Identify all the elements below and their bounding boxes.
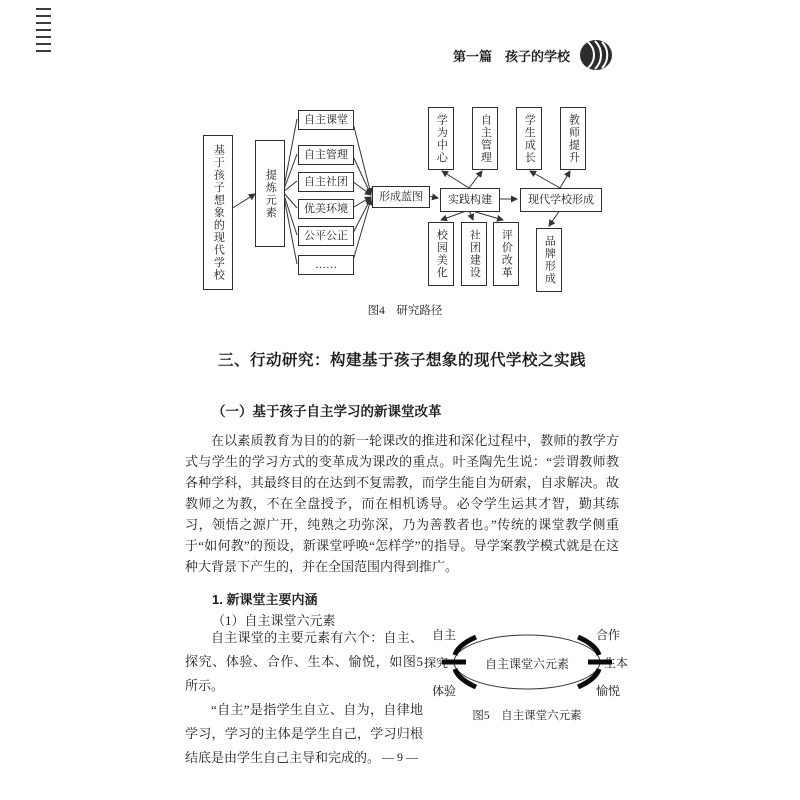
figure4-top-outcome-3: 教师提升 xyxy=(560,107,586,170)
figure4-top-outcome-0: 学为中心 xyxy=(428,107,454,170)
figure4-bottom-action-1: 社团建设 xyxy=(461,222,487,286)
text-column xyxy=(185,626,423,770)
header-section-title: 第一篇 孩子的学校 xyxy=(452,49,570,64)
figure4-node-practice: 实践构建 xyxy=(440,188,500,212)
figure4-bottom-action-0: 校园美化 xyxy=(428,222,454,286)
figure5-caption: 图5 自主课堂六元素 xyxy=(472,710,582,722)
figure5-label-2: 探究 xyxy=(424,656,449,670)
figure4-node-root: 基于孩子想象的现代学校 xyxy=(203,135,233,290)
figure5-center-label: 自主课堂六元素 xyxy=(484,657,569,671)
striped-globe-logo-icon xyxy=(578,38,614,77)
figure4-top-outcome-1: 自主管理 xyxy=(472,107,498,170)
figure5-label-3: 生本 xyxy=(604,656,629,670)
body-paragraph: 在以素质教育为目的的新一轮课改的推进和深化过程中，教师的教学方式与学生的学习方式的变革成为课改的重点。叶圣陶先生说：“尝谓教师教各种学科，其最终目的在达到不复需教，而学生能自为研索，自求解决。故教师之为教，不在全盘授予，而在相机诱导。必令学生运其才智，勤其练习，领悟之源广开，纯熟之功弥深，乃为善教者也。”传统的课堂教学侧重于“如何教”的预设，新课堂呼唤“怎样学”的指导。导学案教学模式就是在这种大背景下产生的，并在全国范围内得到推广。 xyxy=(185,433,619,574)
figure4-bottom-action-2: 评价改革 xyxy=(493,222,519,286)
figure5-label-1: 合作 xyxy=(596,628,621,642)
figure5-label-5: 愉悦 xyxy=(596,684,621,698)
paragraph-autonomy: “自主”是指学生自立、自为，自律地学习，学习的主体是学生自己，学习归根结底是由学生自己主导和完成的。 xyxy=(185,702,423,765)
figure5-diagram xyxy=(424,624,630,704)
figure4-element-1: 自主管理 xyxy=(298,145,354,165)
figure4-bottom-action-3: 品牌形成 xyxy=(536,228,562,292)
item-heading: 1. 新课堂主要内涵 xyxy=(212,592,318,607)
figure4-top-outcome-2: 学生成长 xyxy=(516,107,542,170)
figure4-node-modern-school: 现代学校形成 xyxy=(520,188,602,212)
figure4-element-0: 自主课堂 xyxy=(298,110,354,130)
section-heading: 三、行动研究：构建基于孩子想象的现代学校之实践 xyxy=(217,352,586,369)
figure5-label-0: 自主 xyxy=(432,628,457,642)
figure4-element-3: 优美环境 xyxy=(298,199,354,219)
figure4-caption: 图4 研究路径 xyxy=(367,305,443,317)
paragraph-elements: 自主课堂的主要元素有六个：自主、探究、体验、合作、生本、愉悦，如图5所示。 xyxy=(185,630,423,693)
figure4-element-2: 自主社团 xyxy=(298,172,354,192)
page-number: — 9 — xyxy=(382,750,418,764)
section-subheading: （一）基于孩子自主学习的新课堂改革 xyxy=(212,404,442,419)
figure4-node-extract: 提炼元素 xyxy=(255,140,285,247)
figure4-diagram xyxy=(185,95,625,310)
figure4-node-blueprint: 形成蓝图 xyxy=(372,186,430,208)
item-subheading: （1）自主课堂六元素 xyxy=(212,613,336,628)
figure4-element-4: 公平公正 xyxy=(298,226,354,246)
figure5-label-4: 体验 xyxy=(432,684,457,698)
figure4-element-5: …… xyxy=(298,255,354,275)
page-edge-marks xyxy=(36,8,51,57)
